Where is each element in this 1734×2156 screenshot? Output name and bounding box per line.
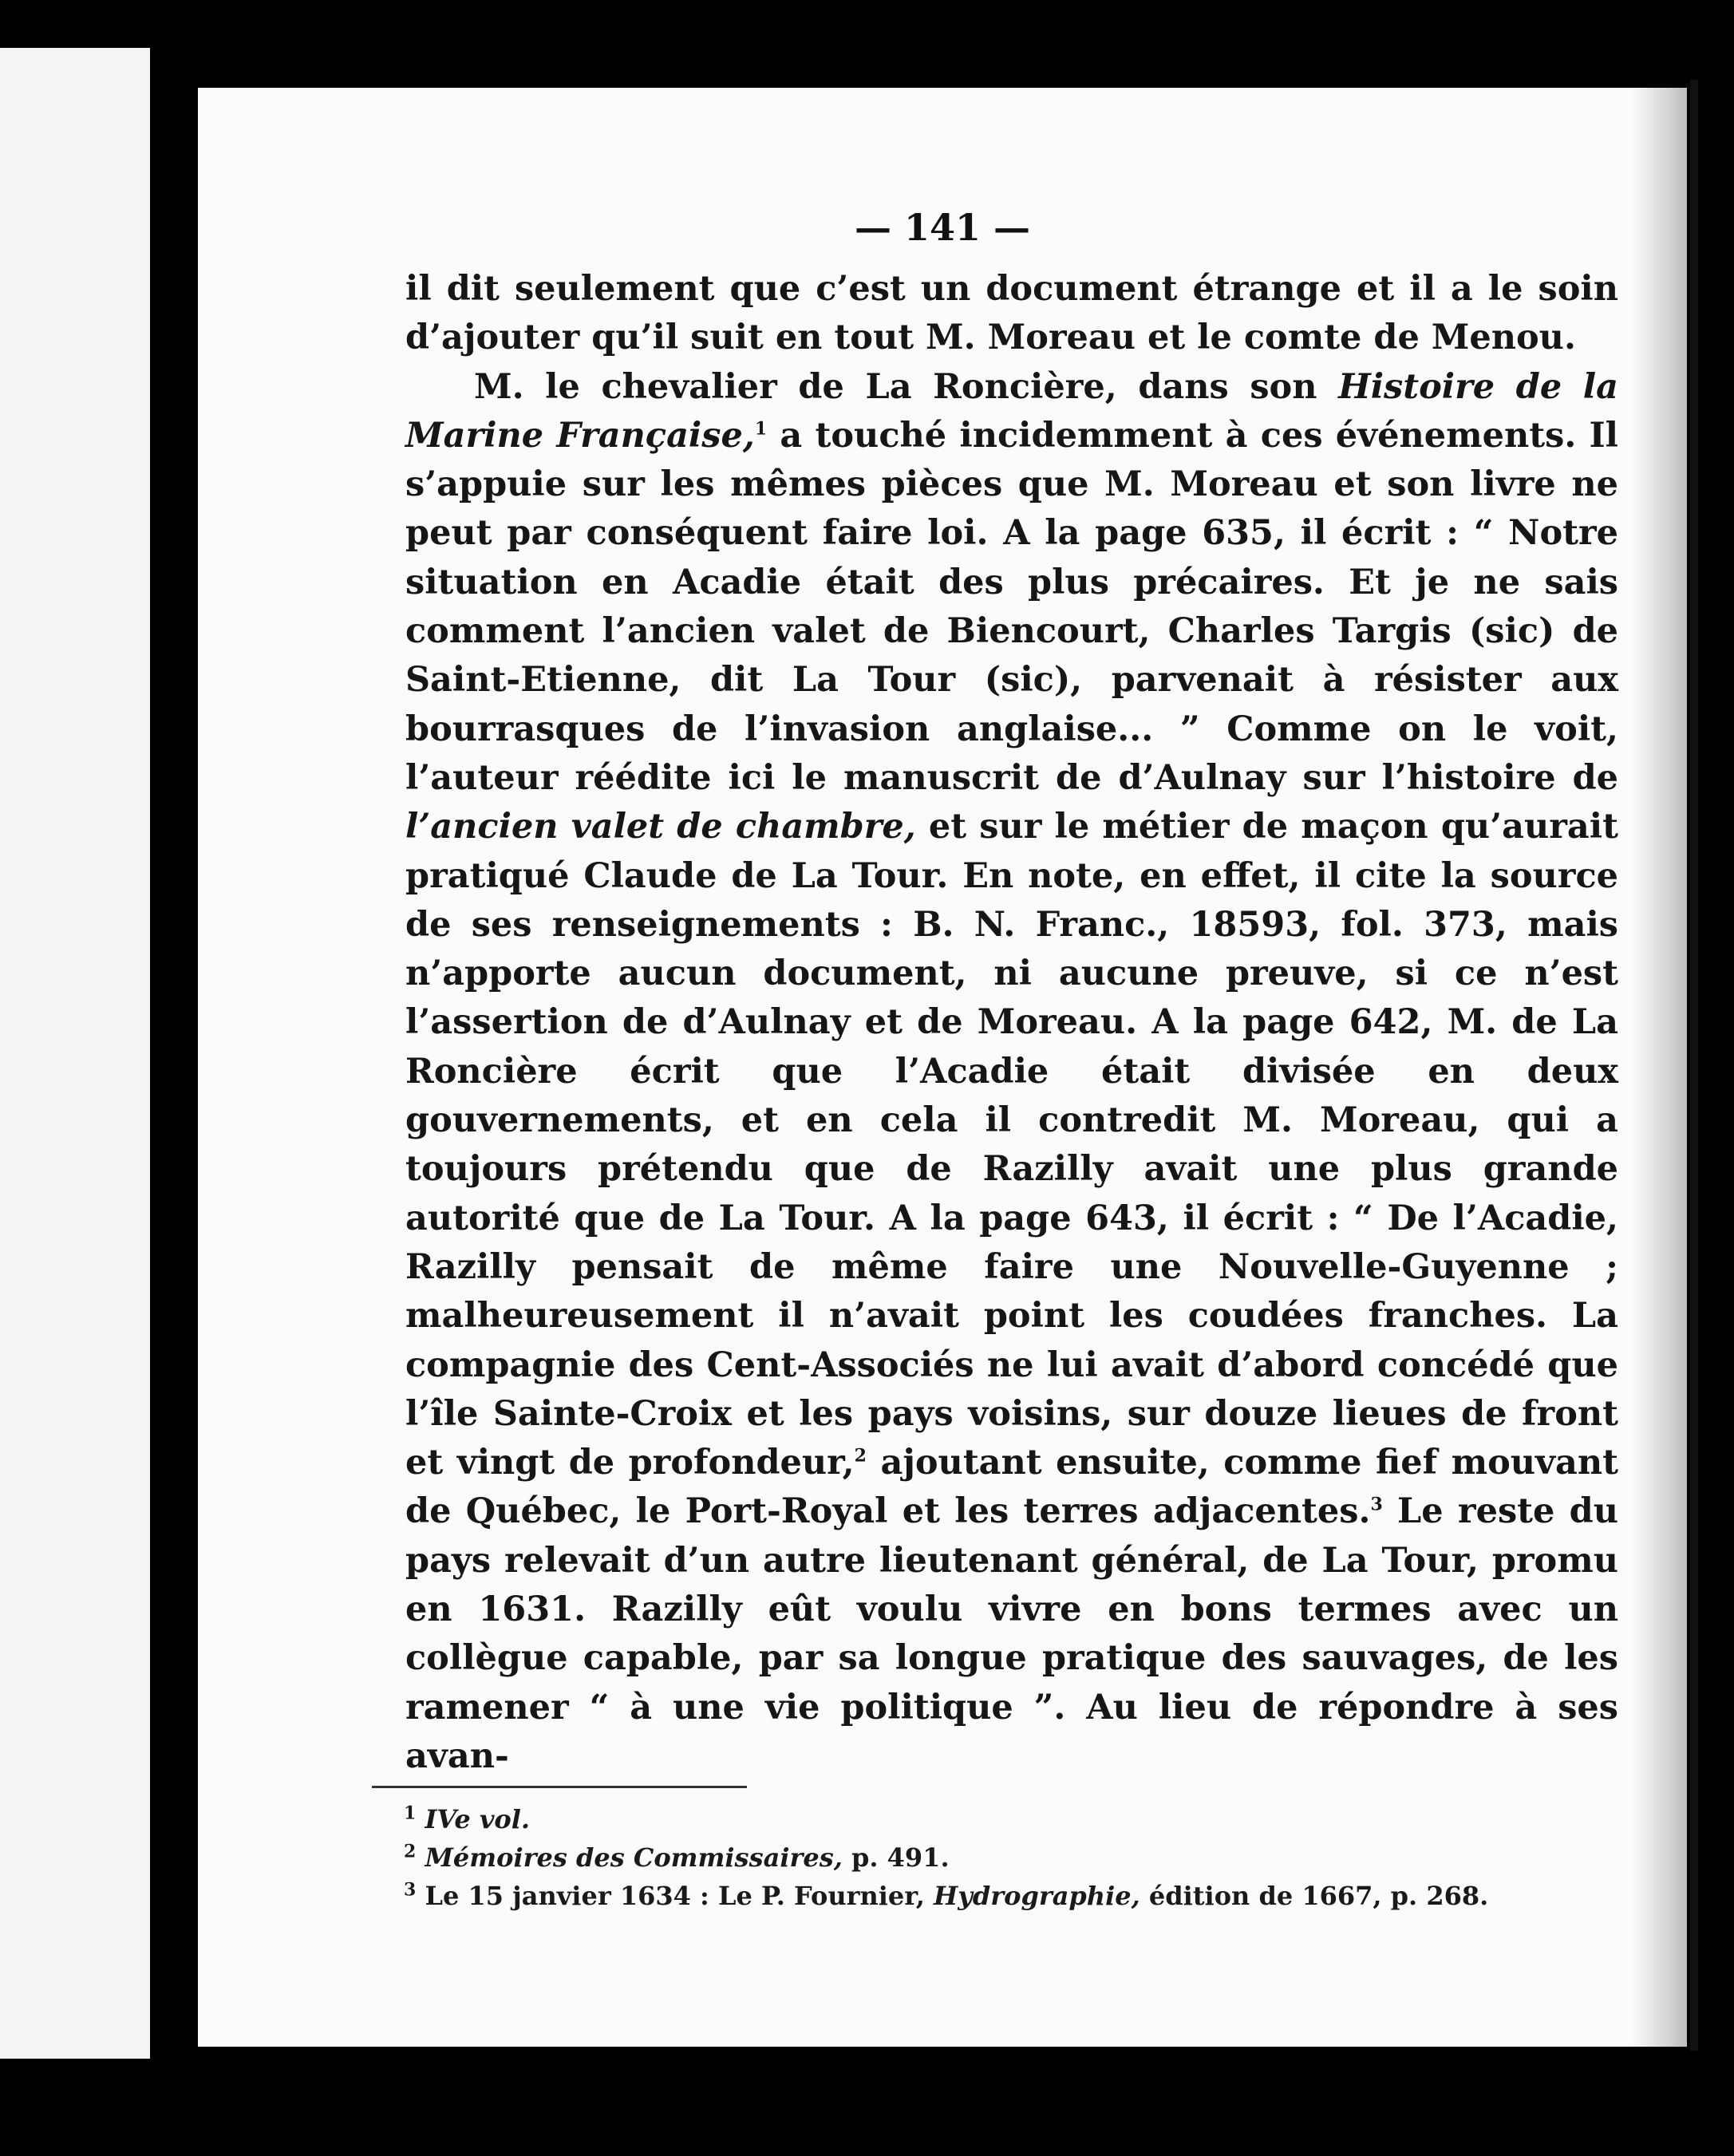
footnote-1 [372,1800,1617,1838]
book-page [198,88,1687,2047]
text-run: a touché incidemment à ces événements. Il s’appuie sur les mêmes pièces que M. Moreau et son livre ne peut par conséquent faire loi. A la page 635, il écrit : “ Notre situation en Acadie était des plus précaires. Et je ne sais comment l’ancien valet de Biencourt, Charles Targis (sic) de Saint-Etienne, dit La Tour (sic), parvenait à résister aux bourrasques de l’invasion anglaise... ” Comme on le voit, l’auteur réédite ici le manuscrit de d’Aulnay sur l’histoire de [405,415,1619,798]
footnote-ref: 3 [404,1879,417,1901]
footnote-2 [372,1838,1617,1877]
footnote-3 [372,1877,1617,1915]
footnote-ref: 2 [404,1841,417,1862]
text-run: édition de 1667, p. 268. [1140,1881,1489,1911]
italic-text: Hydrographie, [934,1881,1140,1911]
footnote-ref: 1 [754,418,768,440]
italic-text: Mémoires des Commissaires, [425,1842,843,1873]
paragraph-1 [405,265,1618,363]
facing-page-edge [0,48,150,2059]
text-run: il dit seulement que c’est un document étrange et il a le soin d’ajouter qu’il suit en tout M. Moreau et le comte de Menou. [405,269,1618,358]
text-run [416,1842,425,1873]
italic-text: Histoire de la Marine Française, [405,366,1618,456]
page-gutter-shadow [1631,88,1687,2047]
italic-text: IVe vol. [425,1804,531,1834]
text-run: ajoutant ensuite, comme fief mouvant de Québec, le Port-Royal et les terres adjacentes. [405,1443,1618,1532]
body-text [405,265,1618,1781]
text-run [416,1804,425,1834]
footnote-ref: 1 [404,1803,417,1824]
text-run: p. 491. [842,1842,950,1873]
paragraph-2 [405,363,1618,1782]
footnote-rule [372,1786,747,1788]
footnotes [372,1800,1617,1915]
page-edge-line [1690,80,1698,2051]
page-number: — 141 — [854,206,1031,249]
text-run: Le reste du pays relevait d’un autre lieutenant général, de La Tour, promu en 1631. Razilly eût voulu vivre en bons termes avec un collègue capable, par sa longue pratique des sauvages, de les ramener “ à une vie politique ”. Au lieu de répondre à ses avan- [405,1491,1618,1776]
italic-text: l’ancien valet de chambre, [405,807,916,847]
text-run: et sur le métier de maçon qu’aurait pratiqué Claude de La Tour. En note, en effet, il cite la source de ses renseignements : B. N. Franc., 18593, fol. 373, mais n’apporte aucun document, ni aucune preuve, si ce n’est l’assertion de d’Aulnay et de Moreau. A la page 642, M. de La Roncière écrit que l’Acadie était divisée en deux gouvernements, et en cela il contredit M. Moreau, qui a toujours prétendu que de Razilly avait une plus grande autorité que de La Tour. A la page 643, il écrit : “ De l’Acadie, Razilly pensait de même faire une Nouvelle-Guyenne ; malheureusement il n’avait point les coudées franches. La compagnie des Cent-Associés ne lui avait d’abord concédé que l’île Sainte-Croix et les pays voisins, sur douze lieues de front et vingt de profondeur, [405,807,1618,1483]
text-run: M. le chevalier de La Roncière, dans son [474,366,1339,407]
text-run: Le 15 janvier 1634 : Le P. Fournier, [416,1881,934,1911]
footnote-ref: 2 [854,1445,867,1467]
footnote-ref: 3 [1370,1495,1383,1516]
